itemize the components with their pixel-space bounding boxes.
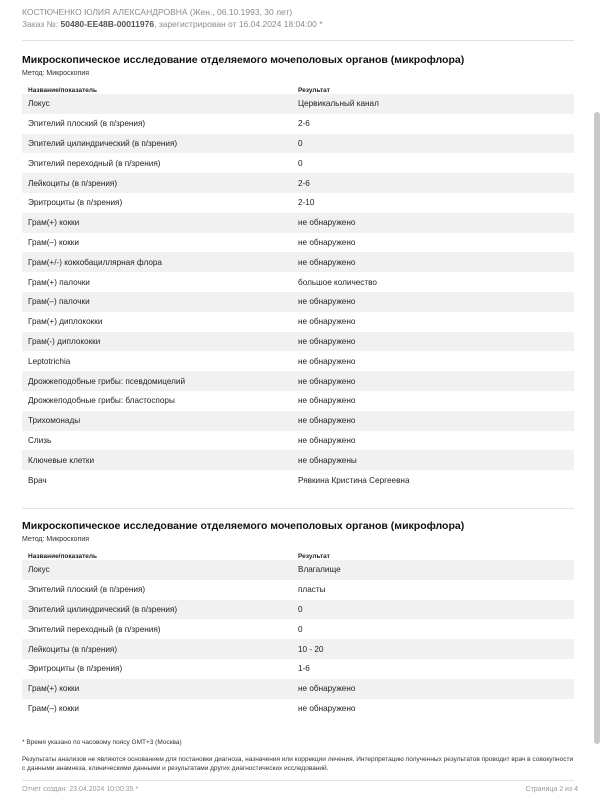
order-registered: , зарегистрирован от 16.04.2024 18:04:00 * — [154, 19, 323, 29]
scrollbar[interactable] — [594, 112, 600, 744]
footer-divider — [22, 780, 574, 781]
results-table — [22, 560, 574, 718]
table-row — [22, 411, 574, 431]
column-name-header: Название/показатель — [28, 553, 98, 560]
row-value: не обнаружено — [298, 416, 356, 426]
row-value: не обнаружено — [298, 218, 356, 228]
column-name-header: Название/показатель — [28, 87, 98, 94]
row-value: 2-6 — [298, 178, 310, 188]
table-row — [22, 213, 574, 233]
table-row — [22, 233, 574, 253]
row-value: не обнаружено — [298, 257, 356, 267]
disclaimer: Результаты анализов не являются основанием для постановки диагноза, назначения или коррекции лечения. Интерпретацию полученных результатов проводит врач в совокупности с данными анамнеза, клиническими данными и результатами других диагностических исследований. — [22, 756, 574, 772]
row-name: Грам(+) кокки — [28, 684, 80, 694]
row-value: 1-6 — [298, 664, 310, 674]
section-title: Микроскопическое исследование отделяемого мочеполовых органов (микрофлора) — [22, 520, 465, 532]
table-row — [22, 391, 574, 411]
row-name: Грам(+) диплококки — [28, 317, 103, 327]
row-name: Ключевые клетки — [28, 455, 95, 465]
table-row — [22, 114, 574, 134]
row-name: Эпителий переходный (в п/зрения) — [28, 158, 161, 168]
row-value: большое количество — [298, 277, 377, 287]
row-name: Грам(+) кокки — [28, 218, 80, 228]
patient-info: КОСТЮЧЕНКО ЮЛИЯ АЛЕКСАНДРОВНА (Жен., 06.10.1993, 30 лет) — [22, 7, 293, 17]
table-row — [22, 679, 574, 699]
table-header — [22, 81, 574, 94]
table-row — [22, 560, 574, 580]
table-row — [22, 252, 574, 272]
table-row — [22, 450, 574, 470]
table-row — [22, 619, 574, 639]
table-row — [22, 431, 574, 451]
table-row — [22, 193, 574, 213]
page-number: Страница 2 из 4 — [525, 786, 578, 793]
row-value: не обнаружено — [298, 684, 356, 694]
section-method: Метод: Микроскопия — [22, 536, 90, 543]
row-name: Слизь — [28, 435, 52, 445]
table-row — [22, 312, 574, 332]
row-value: не обнаружено — [298, 336, 356, 346]
row-value: 2-10 — [298, 198, 315, 208]
row-name: Эритроциты (в п/зрения) — [28, 664, 123, 674]
row-value: не обнаружены — [298, 455, 357, 465]
row-name: Дрожжеподобные грибы: бластоспоры — [28, 396, 175, 406]
row-value: не обнаружено — [298, 297, 356, 307]
row-name: Leptotrichia — [28, 356, 71, 366]
order-prefix: Заказ №: — [22, 19, 59, 29]
table-row — [22, 153, 574, 173]
section-vaginal — [22, 519, 574, 718]
table-row — [22, 332, 574, 352]
column-result-header: Результат — [298, 553, 330, 560]
table-row — [22, 699, 574, 719]
section-cervical — [22, 53, 574, 490]
row-name: Локус — [28, 99, 50, 109]
row-value: 0 — [298, 604, 303, 614]
row-name: Эпителий цилиндрический (в п/зрения) — [28, 604, 178, 614]
row-name: Грам(+/-) коккобациллярная флора — [28, 257, 162, 267]
section-method: Метод: Микроскопия — [22, 70, 90, 77]
row-name: Трихомонады — [28, 416, 81, 426]
row-name: Грам(–) палочки — [28, 297, 90, 307]
table-row — [22, 580, 574, 600]
row-name: Грам(–) кокки — [28, 703, 79, 713]
report-header — [22, 6, 580, 30]
row-value: не обнаружено — [298, 396, 356, 406]
header-divider — [22, 40, 574, 41]
row-name: Грам(+) палочки — [28, 277, 90, 287]
row-name: Грам(-) диплококки — [28, 336, 101, 346]
table-row — [22, 470, 574, 490]
column-result-header: Результат — [298, 87, 330, 94]
row-value: не обнаружено — [298, 376, 356, 386]
table-row — [22, 173, 574, 193]
row-value: не обнаружено — [298, 317, 356, 327]
row-name: Эпителий плоский (в п/зрения) — [28, 585, 146, 595]
report-created: Отчет создан: 23.04.2024 10:00:35 * — [22, 786, 139, 793]
row-value: не обнаружено — [298, 356, 356, 366]
row-name: Локус — [28, 565, 50, 575]
report-footer — [22, 786, 578, 793]
row-name: Лейкоциты (в п/зрения) — [28, 178, 118, 188]
table-row — [22, 94, 574, 114]
row-value: 2-6 — [298, 119, 310, 129]
order-number: 50480-EE48B-00011976 — [60, 19, 155, 29]
table-row — [22, 371, 574, 391]
row-name: Дрожжеподобные грибы: псевдомицелий — [28, 376, 186, 386]
row-name: Лейкоциты (в п/зрения) — [28, 644, 118, 654]
results-table — [22, 94, 574, 490]
row-name: Эпителий цилиндрический (в п/зрения) — [28, 138, 178, 148]
table-row — [22, 639, 574, 659]
table-header — [22, 547, 574, 560]
row-value: не обнаружено — [298, 435, 356, 445]
row-name: Эритроциты (в п/зрения) — [28, 198, 123, 208]
table-row — [22, 600, 574, 620]
row-value: Рявкина Кристина Сергеевна — [298, 475, 410, 485]
row-value: 0 — [298, 624, 303, 634]
row-value: Влагалище — [298, 565, 341, 575]
table-row — [22, 292, 574, 312]
row-name: Грам(–) кокки — [28, 237, 79, 247]
section-title: Микроскопическое исследование отделяемого мочеполовых органов (микрофлора) — [22, 54, 465, 66]
row-value: не обнаружено — [298, 237, 356, 247]
row-value: 10 - 20 — [298, 644, 324, 654]
table-row — [22, 351, 574, 371]
order-info — [22, 18, 580, 30]
row-value: Цервикальный канал — [298, 99, 379, 109]
timezone-note: * Время указано по часовому поясу GMT+3 (Москва) — [22, 739, 182, 746]
table-row — [22, 134, 574, 154]
row-name: Врач — [28, 475, 47, 485]
row-value: 0 — [298, 158, 303, 168]
row-value: не обнаружено — [298, 703, 356, 713]
row-name: Эпителий переходный (в п/зрения) — [28, 624, 161, 634]
table-row — [22, 272, 574, 292]
section-divider — [22, 508, 574, 509]
row-value: 0 — [298, 138, 303, 148]
row-value: пласты — [298, 585, 326, 595]
table-row — [22, 659, 574, 679]
row-name: Эпителий плоский (в п/зрения) — [28, 119, 146, 129]
